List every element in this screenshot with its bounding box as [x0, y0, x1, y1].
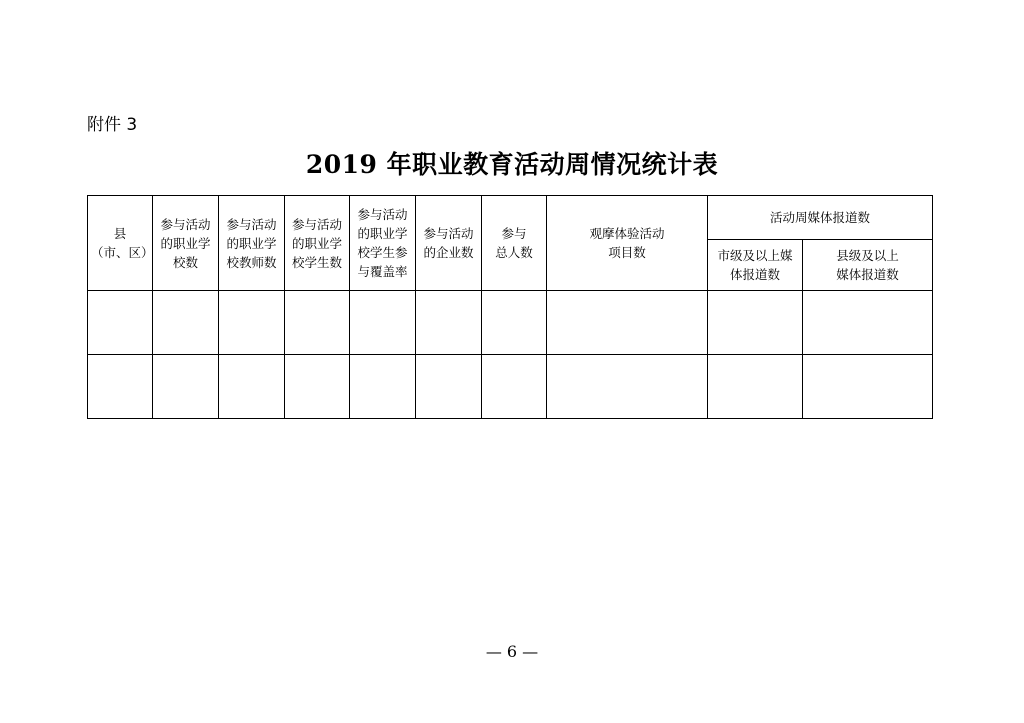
table-row [88, 291, 933, 355]
header-coverage: 参与活动 的职业学 校学生参 与覆盖率 [350, 196, 416, 291]
table-cell [416, 355, 482, 419]
table-cell [708, 355, 803, 419]
table-cell [219, 291, 285, 355]
table-cell [547, 355, 708, 419]
table-cell [803, 291, 933, 355]
table-cell [219, 355, 285, 419]
table-cell [88, 291, 153, 355]
header-projects: 观摩体验活动 项目数 [547, 196, 708, 291]
table-cell [416, 291, 482, 355]
table-cell [350, 291, 416, 355]
header-media-city: 市级及以上媒 体报道数 [708, 240, 803, 291]
table-cell [350, 355, 416, 419]
table-cell [708, 291, 803, 355]
header-media-group: 活动周媒体报道数 [708, 196, 933, 240]
header-county: 县 （市、区） [88, 196, 153, 291]
header-schools: 参与活动 的职业学 校数 [153, 196, 219, 291]
table-cell [482, 291, 547, 355]
table-cell [803, 355, 933, 419]
header-total: 参与 总人数 [482, 196, 547, 291]
statistics-table [87, 195, 933, 419]
table-cell [88, 355, 153, 419]
attachment-label: 附件 3 [87, 115, 138, 135]
table-cell [482, 355, 547, 419]
header-media-county: 县级及以上 媒体报道数 [803, 240, 933, 291]
table-cell [547, 291, 708, 355]
page-number: — 6 — [485, 642, 539, 661]
table-cell [285, 291, 350, 355]
page-title: 2019 年职业教育活动周情况统计表 [305, 150, 719, 179]
header-students: 参与活动 的职业学 校学生数 [285, 196, 350, 291]
header-teachers: 参与活动 的职业学 校教师数 [219, 196, 285, 291]
table-cell [153, 355, 219, 419]
table-cell [285, 355, 350, 419]
header-enterprises: 参与活动 的企业数 [416, 196, 482, 291]
table-cell [153, 291, 219, 355]
table-header-row [88, 196, 933, 240]
table-row [88, 355, 933, 419]
